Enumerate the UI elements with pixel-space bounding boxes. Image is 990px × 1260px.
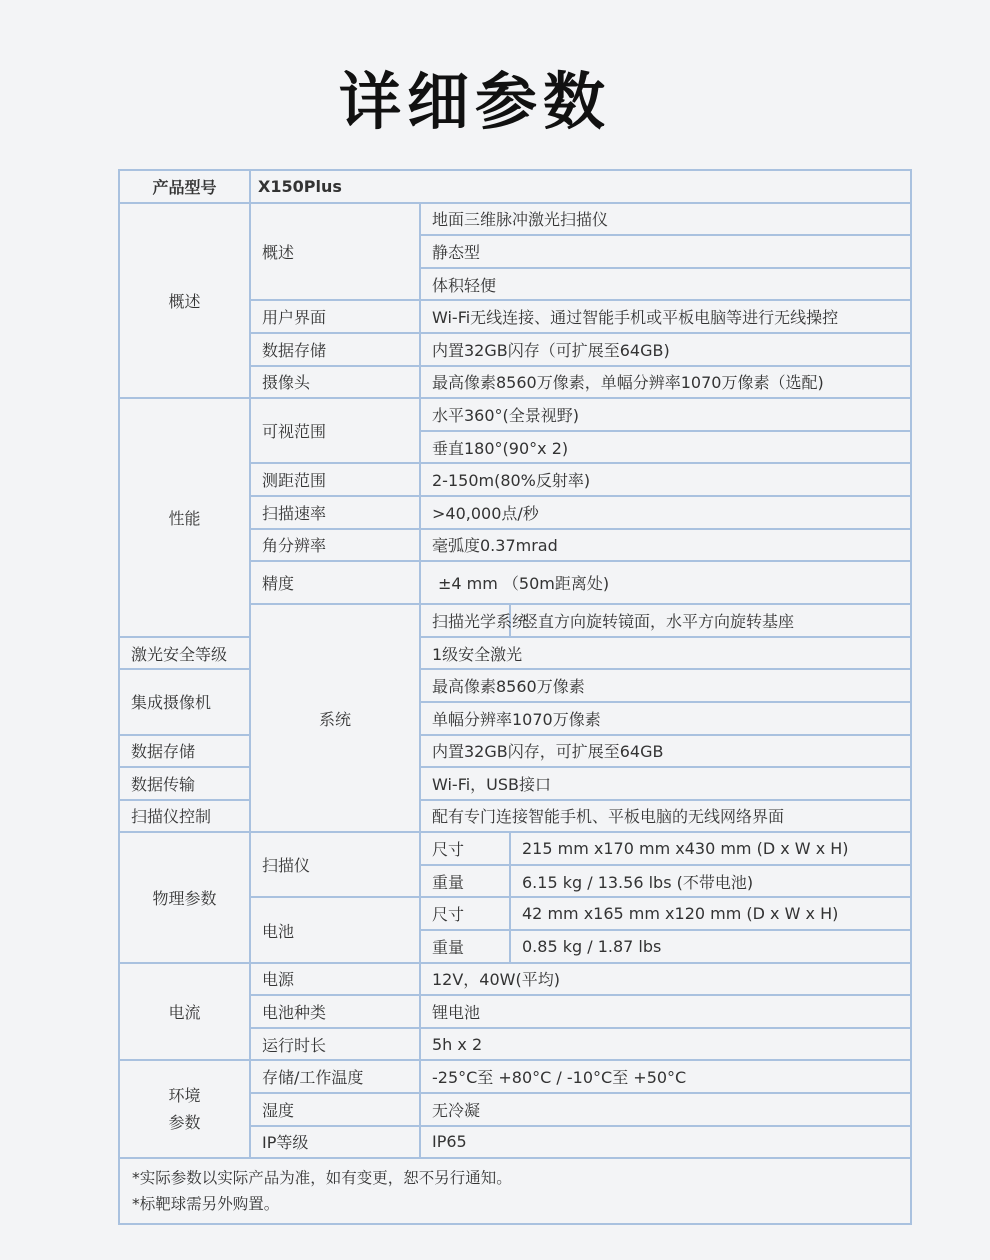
page-title: 详细参数 — [338, 65, 611, 138]
row-label: 扫描仪控制 — [119, 800, 250, 833]
table-row — [119, 203, 911, 236]
table-row — [119, 800, 911, 833]
row-value: ±4 mm （50m距离处) — [420, 561, 911, 604]
row-label: 概述 — [250, 203, 420, 301]
row-value: 1级安全激光 — [420, 637, 911, 670]
sub-label: 重量 — [420, 865, 510, 898]
row-label: 存储/工作温度 — [250, 1060, 420, 1093]
row-value: 竖直方向旋转镜面，水平方向旋转基座 — [510, 604, 911, 637]
row-value: 6.15 kg / 13.56 lbs (不带电池) — [510, 865, 911, 898]
table-row — [119, 735, 911, 768]
row-label: 精度 — [250, 561, 420, 604]
row-label: 数据存储 — [119, 735, 250, 768]
row-value: 地面三维脉冲激光扫描仪 — [420, 203, 911, 236]
category-environment-text — [168, 1082, 200, 1136]
row-label: 扫描光学系统 — [420, 604, 510, 637]
table-row — [119, 669, 911, 702]
footnote: *实际参数以实际产品为准，如有变更，恕不另行通知。 — [132, 1169, 512, 1188]
row-value: 单幅分辨率1070万像素 — [420, 702, 911, 735]
category-line: 参数 — [168, 1113, 201, 1133]
category-line: 环境 — [168, 1086, 201, 1106]
row-value: 垂直180°(90°x 2) — [420, 431, 911, 464]
row-value: 无冷凝 — [420, 1093, 911, 1126]
table-row — [119, 767, 911, 800]
row-label: 电池 — [250, 897, 420, 962]
row-label: 数据传输 — [119, 767, 250, 800]
row-value: 毫弧度0.37mrad — [420, 529, 911, 562]
row-value: 内置32GB闪存，可扩展至64GB — [420, 735, 911, 768]
row-value: Wi-Fi无线连接、通过智能手机或平板电脑等进行无线操控 — [420, 300, 911, 333]
row-value: 5h x 2 — [420, 1028, 911, 1061]
row-value: 215 mm x170 mm x430 mm (D x W x H) — [510, 832, 911, 865]
row-label: 角分辨率 — [250, 529, 420, 562]
row-label: 电源 — [250, 963, 420, 996]
row-value: -25°C至 +80°C / -10°C至 +50°C — [420, 1060, 911, 1093]
table-row — [119, 1158, 911, 1224]
sub-label: 尺寸 — [420, 897, 510, 930]
row-value: 12V，40W(平均) — [420, 963, 911, 996]
row-label: 数据存储 — [250, 333, 420, 366]
row-label: 测距范围 — [250, 463, 420, 496]
row-value: 0.85 kg / 1.87 lbs — [510, 930, 911, 963]
category-physical: 物理参数 — [119, 832, 250, 962]
row-value: 体积轻便 — [420, 268, 911, 301]
row-label: 运行时长 — [250, 1028, 420, 1061]
row-value: 最高像素8560万像素 — [420, 669, 911, 702]
row-label: IP等级 — [250, 1126, 420, 1159]
row-label: 激光安全等级 — [119, 637, 250, 670]
row-label: 摄像头 — [250, 366, 420, 399]
row-value: 42 mm x165 mm x120 mm (D x W x H) — [510, 897, 911, 930]
table-row — [119, 1060, 911, 1093]
row-value: 最高像素8560万像素，单幅分辨率1070万像素（选配) — [420, 366, 911, 399]
table-row — [119, 963, 911, 996]
row-value: 锂电池 — [420, 995, 911, 1028]
category-environment — [119, 1060, 250, 1158]
table-row — [119, 832, 911, 865]
footnote: *标靶球需另外购置。 — [132, 1195, 280, 1214]
category-system: 系统 — [250, 604, 420, 832]
row-value: 2-150m(80%反射率) — [420, 463, 911, 496]
row-value: 内置32GB闪存（可扩展至64GB) — [420, 333, 911, 366]
model-value: X150Plus — [250, 170, 911, 203]
row-label: 扫描仪 — [250, 832, 420, 897]
row-label: 用户界面 — [250, 300, 420, 333]
row-label: 电池种类 — [250, 995, 420, 1028]
row-value: 配有专门连接智能手机、平板电脑的无线网络界面 — [420, 800, 911, 833]
row-value: 静态型 — [420, 235, 911, 268]
footnotes — [119, 1158, 911, 1224]
row-label: 可视范围 — [250, 398, 420, 463]
category-overview: 概述 — [119, 203, 250, 399]
row-label: 扫描速率 — [250, 496, 420, 529]
model-header: 产品型号 — [119, 170, 250, 203]
row-value: 水平360°(全景视野) — [420, 398, 911, 431]
table-row — [119, 637, 911, 670]
sub-label: 尺寸 — [420, 832, 510, 865]
table-row — [119, 398, 911, 431]
spec-table — [118, 169, 912, 1225]
category-performance: 性能 — [119, 398, 250, 637]
row-label: 集成摄像机 — [119, 669, 250, 734]
row-value: IP65 — [420, 1126, 911, 1159]
sub-label: 重量 — [420, 930, 510, 963]
category-power: 电流 — [119, 963, 250, 1061]
table-row — [119, 170, 911, 203]
row-value: Wi-Fi，USB接口 — [420, 767, 911, 800]
row-label: 湿度 — [250, 1093, 420, 1126]
row-value: >40,000点/秒 — [420, 496, 911, 529]
